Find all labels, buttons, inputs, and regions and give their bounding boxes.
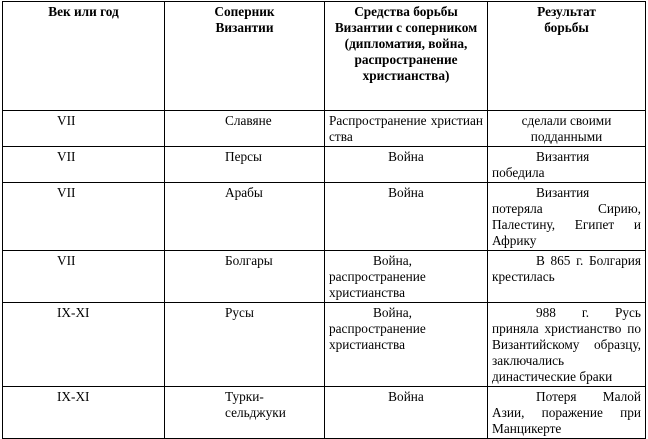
table-row (3, 303, 646, 387)
cell-means: Распространение христианства (325, 111, 488, 147)
cell-result: В 865 г. Болгария крестилась (488, 251, 646, 303)
table-header-row (3, 2, 646, 111)
cell-rival: Русы (165, 303, 325, 387)
cell-means: Война, распространение христианства (325, 251, 488, 303)
cell-rival: Болгары (165, 251, 325, 303)
table-row (3, 111, 646, 147)
history-table (2, 1, 646, 439)
table-row (3, 147, 646, 183)
cell-period: IX-XI (3, 303, 165, 387)
header-period: Век или год (3, 2, 165, 111)
cell-period: VII (3, 183, 165, 251)
cell-result: Потеря Малой Азии, поражение при Манцикерте (488, 387, 646, 439)
cell-result: Византия победила (488, 147, 646, 183)
cell-means: Война (325, 387, 488, 439)
cell-means: Война (325, 147, 488, 183)
table-row (3, 251, 646, 303)
cell-result: 988 г. Русь приняла христианство по Византийскому образцу, заключались династические браки (488, 303, 646, 387)
cell-rival: Турки-сельджуки (165, 387, 325, 439)
cell-means: Война (325, 183, 488, 251)
header-result: Результат борьбы (488, 2, 646, 111)
cell-period: VII (3, 147, 165, 183)
cell-period: IX-XI (3, 387, 165, 439)
cell-rival: Арабы (165, 183, 325, 251)
header-rival: Соперник Византии (165, 2, 325, 111)
cell-rival: Славяне (165, 111, 325, 147)
cell-period: VII (3, 111, 165, 147)
cell-means: Война, распространение христианства (325, 303, 488, 387)
header-means: Средства борьбы Византии с соперником (дипломатия, война, распространение христианства) (325, 2, 488, 111)
table-row (3, 387, 646, 439)
cell-rival: Персы (165, 147, 325, 183)
cell-result: Византия потеряла Сирию, Палестину, Египет и Африку (488, 183, 646, 251)
table-row (3, 183, 646, 251)
cell-period: VII (3, 251, 165, 303)
cell-result: сделали своими подданными (488, 111, 646, 147)
